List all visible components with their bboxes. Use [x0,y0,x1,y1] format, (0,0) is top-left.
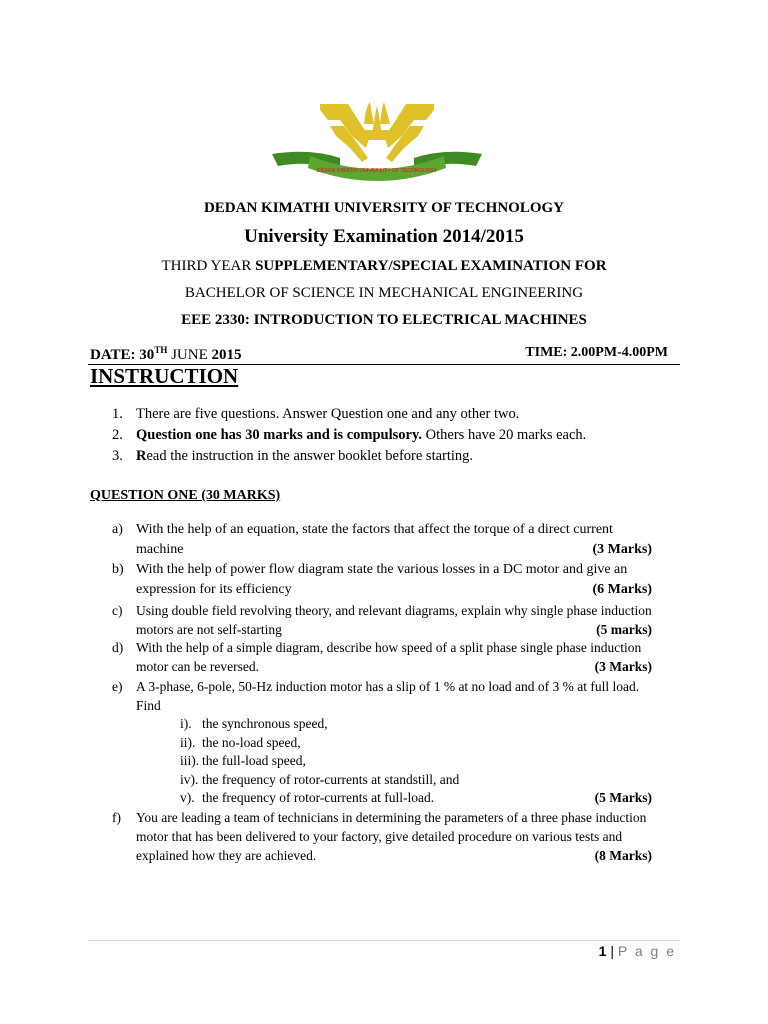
exam-type [0,258,768,275]
part-line: With the help of an equation, state the factors that affect the torque of a direct current [136,522,613,537]
instruction-text [136,446,473,467]
question-one-heading: QUESTION ONE (30 MARKS) [90,488,281,503]
part-label: c) [112,603,123,618]
part-line: motors are not self-starting [136,622,282,637]
instruction-item [112,446,672,467]
sub-label: i). [180,716,192,731]
sub-item [136,789,652,808]
sub-text: the frequency of rotor-currents at standstill, and [202,771,460,787]
part-label: a) [112,522,123,537]
page-word: P a g e [617,943,676,959]
course-title: EEE 2330: INTRODUCTION TO ELECTRICAL MACHINES [181,312,587,328]
question-part-a [112,520,652,560]
sub-text: the frequency of rotor-currents at full-load. [202,790,435,805]
part-line: With the help of a simple diagram, describe how speed of a split phase single phase induction [136,640,642,655]
logo-ribbon [272,152,482,181]
date-suffix: TH [154,345,168,355]
part-line: A 3-phase, 6-pole, 50-Hz induction motor has a slip of 1 % at no load and of 3 % at full load. [136,679,640,694]
part-marks: (5 marks) [596,622,652,637]
instruction-number: 2. [112,427,123,443]
university-name: DEDAN KIMATHI UNIVERSITY OF TECHNOLOGY [203,200,565,216]
instruction-heading: INSTRUCTION [90,364,239,388]
question-part-f [112,808,652,868]
sub-label: iii). [180,753,200,768]
instruction-rest: ead the instruction in the answer booklet before starting. [146,448,474,464]
university-logo [270,96,484,186]
logo-emblem [320,102,434,162]
part-label: f) [112,810,121,825]
exam-date [90,345,242,364]
instruction-text [136,425,586,446]
instruction-number: 1. [112,406,123,422]
instruction-item [112,404,672,425]
sub-label: iv). [180,771,199,787]
logo-ribbon-text: DEDAN KIMATHI UNIVERSITY OF TECHNOLOGY [316,168,438,174]
page-separator: | [606,943,618,959]
exam-time: TIME: 2.00PM-4.00PM [525,345,668,360]
sub-text: the no-load speed, [202,734,301,750]
sub-item [136,715,652,734]
sub-text: the synchronous speed, [202,716,328,731]
part-line: machine [136,542,184,557]
exam-title: University Examination 2014/2015 [244,226,524,247]
page-number [599,943,676,959]
date-year: 2015 [211,347,242,363]
part-marks: (8 Marks) [594,848,652,863]
sub-item [136,771,652,790]
instruction-item [112,425,672,446]
instruction-bold: Question one has 30 marks and is compulsory. [136,427,423,443]
instruction-rest: Others have 20 marks each. [422,427,587,443]
question-part-b [112,560,652,600]
instruction-list [112,404,672,467]
part-marks: (6 Marks) [592,582,652,597]
part-marks: (3 Marks) [594,659,652,674]
footer-divider [88,940,680,941]
date-prefix: DATE: 30 [90,347,155,363]
question-part-d [112,638,652,676]
part-marks: (3 Marks) [592,542,652,557]
part-line: motor can be reversed. [136,659,259,674]
question-part-e [112,677,652,807]
exam-type-bold: SUPPLEMENTARY/SPECIAL EXAMINATION FOR [255,258,607,274]
sub-text: the full-load speed, [202,753,306,768]
part-line: Find [136,698,161,713]
part-marks: (5 Marks) [594,790,652,805]
date-month: JUNE [167,347,212,363]
programme: BACHELOR OF SCIENCE IN MECHANICAL ENGINEERING [184,285,584,301]
part-line: With the help of power flow diagram state the various losses in a DC motor and give an [136,562,628,577]
exam-year: THIRD YEAR [161,258,256,274]
instruction-number: 3. [112,448,123,464]
part-label: e) [112,679,123,694]
part-label: b) [112,562,124,577]
question-part-c [112,601,652,639]
instruction-text: There are five questions. Answer Question one and any other two. [136,406,520,422]
sub-label: v). [180,790,195,805]
part-label: d) [112,640,124,655]
page-number-value: 1 [598,943,607,959]
part-line: motor that has been delivered to your factory, give detailed procedure on various tests and [136,829,623,844]
sub-item [136,752,652,771]
part-line: You are leading a team of technicians in determining the parameters of a three phase induction [136,810,647,825]
instruction-bold: R [136,448,147,464]
sub-label: ii). [180,734,196,750]
sub-item [136,734,652,753]
part-line: Using double field revolving theory, and relevant diagrams, explain why single phase induction [136,603,652,618]
part-line: explained how they are achieved. [136,848,317,863]
part-line: expression for its efficiency [136,582,292,597]
